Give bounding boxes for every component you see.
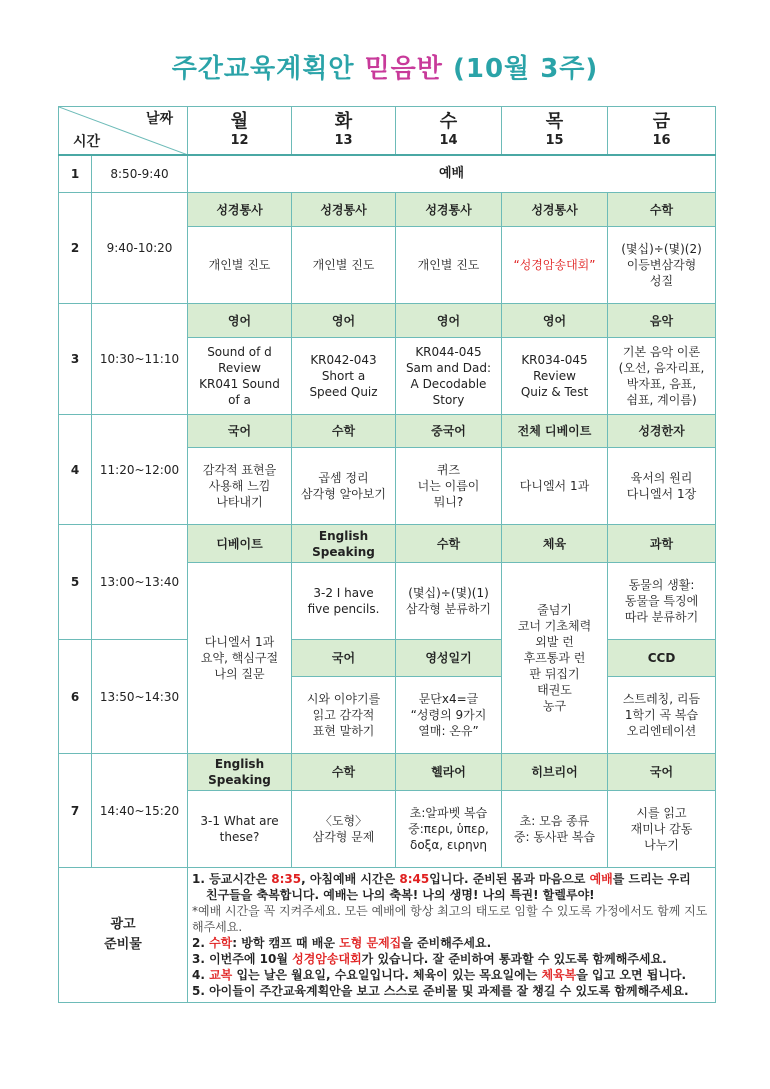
- content-cell: Sound of d Review KR041 Sound of a: [188, 338, 292, 415]
- period-number: 6: [59, 640, 92, 754]
- period-time: 13:00~13:40: [92, 525, 188, 640]
- notes-label-supplies: 준비물: [104, 937, 142, 952]
- content-cell: (몇십)÷(몇)(2) 이등변삼각형 성질: [608, 227, 716, 304]
- content-cell: 시를 읽고 재미나 감동 나누기: [608, 791, 716, 868]
- note-1-sub: *예배 시간을 꼭 지켜주세요. 모든 예배에 항상 최고의 태도로 임할 수 있도록 가정에서도 함께 지도해주세요.: [192, 904, 708, 934]
- subject-cell: 과학: [608, 525, 716, 563]
- content-cell: 3-1 What are these?: [188, 791, 292, 868]
- page-title: [0, 48, 770, 85]
- subject-cell: 히브리어: [502, 754, 608, 791]
- content-cell: 다니엘서 1과: [502, 448, 608, 525]
- period-number: 1: [59, 155, 92, 193]
- period-number: 4: [59, 415, 92, 525]
- content-cell: 개인별 진도: [396, 227, 502, 304]
- content-cell: 초: 모음 종류 중: 동사판 복습: [502, 791, 608, 868]
- subject-cell: 영어: [396, 304, 502, 338]
- worship-cell: 예배: [188, 155, 716, 193]
- period-time: 9:40-10:20: [92, 193, 188, 304]
- content-cell: 곱셈 정리 삼각형 알아보기: [292, 448, 396, 525]
- content-cell: 초:알파벳 복습 중:περι, ὑπερ, δοξα, ειρηνη: [396, 791, 502, 868]
- title-main: 주간교육계획안: [171, 54, 355, 84]
- weekly-plan-table: [58, 106, 716, 1003]
- subject-cell: 영성일기: [396, 640, 502, 677]
- content-cell: 문단x4=글 “성령의 9가지 열매: 온유”: [396, 677, 502, 754]
- content-cell: 육서의 원리 다니엘서 1장: [608, 448, 716, 525]
- subject-cell: 체육: [502, 525, 608, 563]
- subject-cell: 수학: [292, 415, 396, 448]
- subject-cell: 국어: [188, 415, 292, 448]
- content-cell-recitation: “성경암송대회”: [502, 227, 608, 304]
- period-5-subject-row: [59, 525, 716, 563]
- period-2-subject-row: [59, 193, 716, 227]
- subject-cell: 음악: [608, 304, 716, 338]
- header-day-tue: 화 13: [292, 107, 396, 155]
- note-5: 5. 아이들이 주간교육계획안을 보고 스스로 준비물 및 과제를 잘 챙길 수 있도록 함께해주세요.: [192, 984, 689, 998]
- subject-cell: 영어: [502, 304, 608, 338]
- period-time: 10:30~11:10: [92, 304, 188, 415]
- subject-cell: 전체 디베이트: [502, 415, 608, 448]
- content-cell: 3-2 I have five pencils.: [292, 563, 396, 640]
- subject-cell: 디베이트: [188, 525, 292, 563]
- content-cell: 개인별 진도: [292, 227, 396, 304]
- content-cell: 시와 이야기를 읽고 감각적 표현 말하기: [292, 677, 396, 754]
- header-day-fri: 금 16: [608, 107, 716, 155]
- notes-content: [188, 868, 716, 1003]
- header-row: [59, 107, 716, 155]
- title-week: (10월 3주): [452, 54, 599, 84]
- subject-cell: 성경통사: [292, 193, 396, 227]
- subject-cell: 영어: [188, 304, 292, 338]
- content-cell: 개인별 진도: [188, 227, 292, 304]
- notes-label-cell: [59, 868, 188, 1003]
- period-4-subject-row: [59, 415, 716, 448]
- subject-cell: 성경한자: [608, 415, 716, 448]
- subject-cell: 수학: [292, 754, 396, 791]
- title-class-name: 믿음반: [364, 54, 443, 84]
- period-time: 8:50-9:40: [92, 155, 188, 193]
- header-corner-cell: [59, 107, 188, 155]
- subject-cell: CCD: [608, 640, 716, 677]
- content-cell: 감각적 표현을 사용해 느낌 나타내기: [188, 448, 292, 525]
- content-cell: KR044-045 Sam and Dad: A Decodable Story: [396, 338, 502, 415]
- note-1-cont: 친구들을 축복합니다. 예배는 나의 축복! 나의 생명! 나의 특권! 할렐루야!: [206, 888, 595, 902]
- content-cell-pe: 줄넘기 코너 기초체력 외발 런 후프통과 런 판 뒤집기 태권도 농구: [502, 563, 608, 754]
- date-label: 날짜: [145, 111, 173, 127]
- content-cell: 동물의 생활: 동물을 특징에 따라 분류하기: [608, 563, 716, 640]
- subject-cell: English Speaking: [292, 525, 396, 563]
- notes-label-ad: 광고: [110, 917, 136, 932]
- subject-cell: English Speaking: [188, 754, 292, 791]
- subject-cell: 성경통사: [502, 193, 608, 227]
- content-cell: (몇십)÷(몇)(1) 삼각형 분류하기: [396, 563, 502, 640]
- note-4: 4. 교복 입는 날은 월요일, 수요일입니다. 체육이 있는 목요일에는 체육복을 입고 오면 됩니다.: [192, 968, 687, 982]
- subject-cell: 헬라어: [396, 754, 502, 791]
- time-label: 시간: [73, 133, 101, 150]
- subject-cell: 수학: [396, 525, 502, 563]
- content-cell: KR034-045 Review Quiz & Test: [502, 338, 608, 415]
- content-cell-debate: 다니엘서 1과 요약, 핵심구절 나의 질문: [188, 563, 292, 754]
- period-time: 11:20~12:00: [92, 415, 188, 525]
- period-time: 13:50~14:30: [92, 640, 188, 754]
- period-number: 7: [59, 754, 92, 868]
- period-7-subject-row: [59, 754, 716, 791]
- content-cell: 스트레칭, 리듬 1학기 곡 복습 오리엔테이션: [608, 677, 716, 754]
- subject-cell: 중국어: [396, 415, 502, 448]
- subject-cell: 수학: [608, 193, 716, 227]
- subject-cell: 영어: [292, 304, 396, 338]
- period-6-subject-row: [59, 640, 716, 677]
- note-1: 1. 등교시간은 8:35, 아침예배 시간은 8:45입니다. 준비된 몸과 마음으로 예배를 드리는 우리: [192, 872, 691, 886]
- subject-cell: 국어: [292, 640, 396, 677]
- period-3-subject-row: [59, 304, 716, 338]
- subject-cell: 성경통사: [396, 193, 502, 227]
- subject-cell: 국어: [608, 754, 716, 791]
- period-number: 2: [59, 193, 92, 304]
- period-1-row: [59, 155, 716, 193]
- notes-row: [59, 868, 716, 1003]
- content-cell: 기본 음악 이론 (오선, 음자리표, 박자표, 음표, 쉼표, 계이름): [608, 338, 716, 415]
- header-day-thu: 목 15: [502, 107, 608, 155]
- note-2: 2. 수학: 방학 캠프 때 배운 도형 문제집을 준비해주세요.: [192, 936, 492, 950]
- content-cell: 퀴즈 너는 이름이 뭐니?: [396, 448, 502, 525]
- period-number: 5: [59, 525, 92, 640]
- content-cell: 〈도형〉 삼각형 문제: [292, 791, 396, 868]
- header-day-wed: 수 14: [396, 107, 502, 155]
- note-3: 3. 이번주에 10월 성경암송대회가 있습니다. 잘 준비하여 통과할 수 있도록 함께해주세요.: [192, 952, 667, 966]
- period-time: 14:40~15:20: [92, 754, 188, 868]
- period-number: 3: [59, 304, 92, 415]
- content-cell: KR042-043 Short a Speed Quiz: [292, 338, 396, 415]
- subject-cell: 성경통사: [188, 193, 292, 227]
- header-day-mon: 월 12: [188, 107, 292, 155]
